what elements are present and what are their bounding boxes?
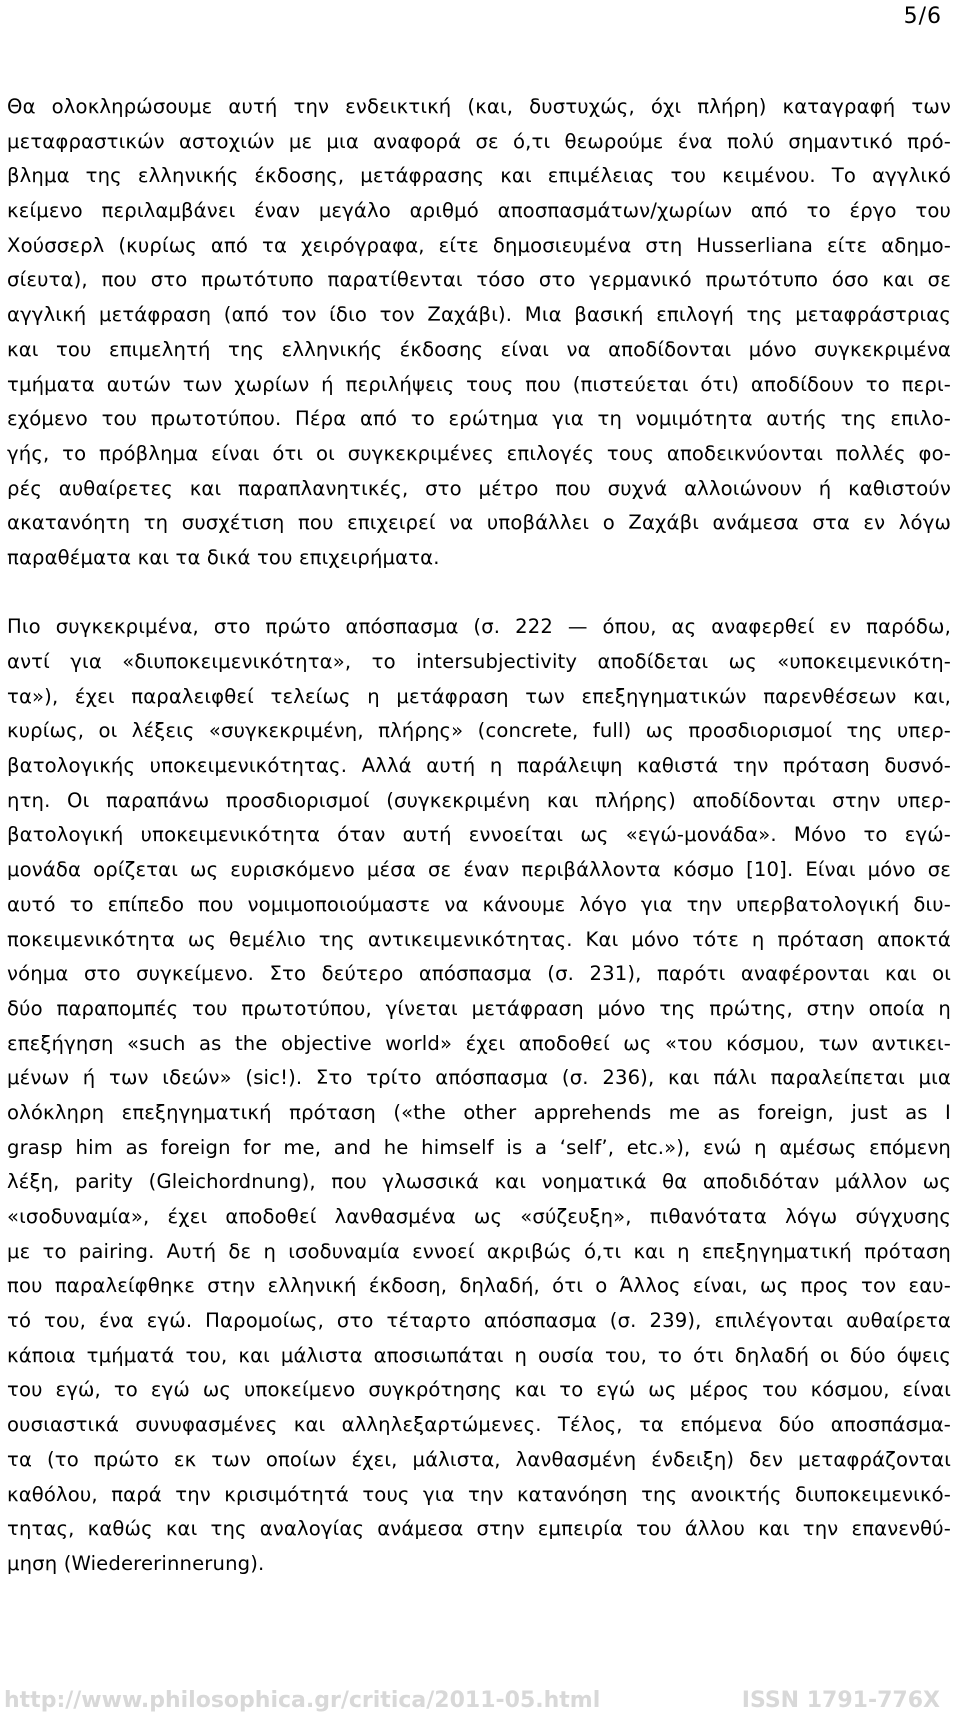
text-line: που παραλείφθηκε στην ελληνική έκδοση, δηλαδή, ότι ο Άλλος είναι, ως προς τον εαυ-: [7, 1274, 951, 1298]
text-line: κάποια τμήματά του, και μάλιστα αποσιωπάται η ουσία του, το ότι δηλαδή οι δύο όψεις: [7, 1343, 951, 1367]
text-line: εχόμενο του πρωτοτύπου. Πέρα από το ερώτημα για τη νομιμότητα αυτής της επιλο-: [7, 407, 951, 431]
text-line: δύο παραπομπές του πρωτοτύπου, γίνεται μετάφραση μόνο της πρώτης, στην οποία η: [7, 996, 951, 1020]
text-line: Χούσσερλ (κυρίως από τα χειρόγραφα, είτε δημοσιευμένα στη Husserliana είτε αδημο-: [7, 233, 951, 257]
text-line: κείμενο περιλαμβάνει έναν μεγάλο αριθμό αποσπασμάτων/χωρίων από το έργο του: [7, 199, 951, 223]
paragraph-2: [7, 610, 951, 1581]
text-line: καθόλου, παρά την κρισιμότητά τους για την κατανόηση της ανοικτής διυποκειμενικό-: [7, 1482, 951, 1506]
text-line: μεταφραστικών αστοχιών με μια αναφορά σε ό,τι θεωρούμε ένα πολύ σημαντικό πρό-: [7, 129, 951, 153]
text-line: γής, το πρόβλημα είναι ότι οι συγκεκριμένες επιλογές τους αποδεικνύονται πολλές φο-: [7, 441, 951, 465]
text-line: «ισοδυναμία», έχει αποδοθεί λανθασμένα ως «σύζευξη», πιθανότατα λόγω σύγχυσης: [7, 1205, 951, 1228]
text-line: βλημα της ελληνικής έκδοσης, μετάφρασης και επιμέλειας του κειμένου. Το αγγλικό: [7, 164, 951, 188]
text-line: ποκειμενικότητα ως θεμέλιο της αντικειμενικότητας. Και μόνο τότε η πρόταση αποκτά: [7, 927, 951, 951]
footer-issn: ISSN 1791-776X: [741, 1688, 940, 1713]
text-line: τα (το πρώτο εκ των οποίων έχει, μάλιστα, λανθασμένη ένδειξη) δεν μεταφράζονται: [7, 1447, 951, 1471]
text-line: τα»), έχει παραλειφθεί τελείως η μετάφραση των επεξηγηματικών παρενθέσεων και,: [7, 684, 951, 708]
text-line: τμήματα αυτών των χωρίων ή περιλήψεις τους που (πιστεύεται ότι) αποδίδουν το περι-: [7, 372, 951, 396]
text-line: Πιο συγκεκριμένα, στο πρώτο απόσπασμα (σ. 222 — όπου, ας αναφερθεί εν παρόδω,: [7, 615, 951, 639]
text-line: κυρίως, οι λέξεις «συγκεκριμένη, πλήρης» (concrete, full) ως προσδιορισμοί της υπερ-: [7, 719, 951, 743]
text-line: βατολογικής υποκειμενικότητας. Αλλά αυτή η παράλειψη καθιστά την πρόταση δυσνό-: [7, 754, 951, 778]
text-line: αντί για «διυποκειμενικότητα», το intersubjectivity αποδίδεται ως «υποκειμενικότη-: [7, 650, 951, 673]
text-line: μένων ή των ιδεών» (sic!). Στο τρίτο απόσπασμα (σ. 236), και πάλι παραλείπεται μια: [7, 1066, 951, 1090]
paragraph-1: [7, 90, 951, 576]
paragraph-spacer: [7, 576, 951, 611]
text-line: Θα ολοκληρώσουμε αυτή την ενδεικτική (και, δυστυχώς, όχι πλήρη) καταγραφή των: [7, 95, 951, 118]
page-number: 5/6: [903, 4, 942, 29]
page-footer: [4, 1688, 940, 1728]
text-line: μηση (Wiedererinnerung).: [7, 1551, 265, 1575]
text-line: ητη. Οι παραπάνω προσδιορισμοί (συγκεκριμένη και πλήρης) αποδίδονται στην υπερ-: [7, 788, 951, 812]
text-line: τητας, καθώς και της αναλογίας ανάμεσα στην εμπειρία του άλλου και την επανενθύ-: [7, 1517, 951, 1541]
text-line: αγγλική μετάφραση (από τον ίδιο τον Ζαχάβι). Μια βασική επιλογή της μεταφράστριας: [7, 303, 951, 327]
article-body: [7, 90, 951, 1582]
footer-url: http://www.philosophica.gr/critica/2011-05.html: [4, 1688, 601, 1713]
text-line: βατολογική υποκειμενικότητα όταν αυτή εννοείται ως «εγώ-μονάδα». Μόνο το εγώ-: [7, 823, 951, 847]
text-line: νόημα στο συγκείμενο. Στο δεύτερο απόσπασμα (σ. 231), παρότι αναφέρονται και οι: [7, 962, 951, 986]
text-line: ρές αυθαίρετες και παραπλανητικές, στο μέτρο που συχνά αλλοιώνουν ή καθιστούν: [7, 476, 951, 500]
text-line: σίευτα), που στο πρωτότυπο παρατίθενται τόσο στο γερμανικό πρωτότυπο όσο και σε: [7, 268, 951, 292]
text-line: λέξη, parity (Gleichordnung), που γλωσσικά και νοηματικά θα αποδιδόταν μάλλον ως: [7, 1170, 951, 1194]
text-line: με το pairing. Αυτή δε η ισοδυναμία εννοεί ακριβώς ό,τι και η επεξηγηματική πρόταση: [7, 1239, 951, 1263]
text-line: ουσιαστικά συνυφασμένες και αλληλεξαρτώμενες. Τέλος, τα επόμενα δύο αποσπάσμα-: [7, 1413, 951, 1437]
text-line: ακατανόητη τη συσχέτιση που επιχειρεί να υποβάλλει ο Ζαχάβι ανάμεσα στα εν λόγω: [7, 511, 951, 535]
text-line: ολόκληρη επεξηγηματική πρόταση («the other apprehends me as foreign, just as I: [7, 1100, 951, 1124]
text-line: αυτό το επίπεδο που νομιμοποιούμαστε να κάνουμε λόγο για την υπερβατολογική διυ-: [7, 892, 951, 916]
text-line: επεξήγηση «such as the objective world» έχει αποδοθεί ως «του κόσμου, των αντικει-: [7, 1031, 951, 1055]
text-line: μονάδα ορίζεται ως ευρισκόμενο μέσα σε έναν περιβάλλοντα κόσμο [10]. Είναι μόνο σε: [7, 858, 951, 882]
text-line: grasp him as foreign for me, and he himself is a ‘self’, etc.»), ενώ η αμέσως επόμενη: [7, 1135, 951, 1159]
text-line: και του επιμελητή της ελληνικής έκδοσης είναι να αποδίδονται μόνο συγκεκριμένα: [7, 337, 951, 361]
text-line: τό του, ένα εγώ. Παρομοίως, στο τέταρτο απόσπασμα (σ. 239), επιλέγονται αυθαίρετα: [7, 1309, 951, 1333]
text-line: του εγώ, το εγώ ως υποκείμενο συγκρότησης και το εγώ ως μέρος του κόσμου, είναι: [7, 1378, 951, 1402]
text-line: παραθέματα και τα δικά του επιχειρήματα.: [7, 545, 440, 569]
